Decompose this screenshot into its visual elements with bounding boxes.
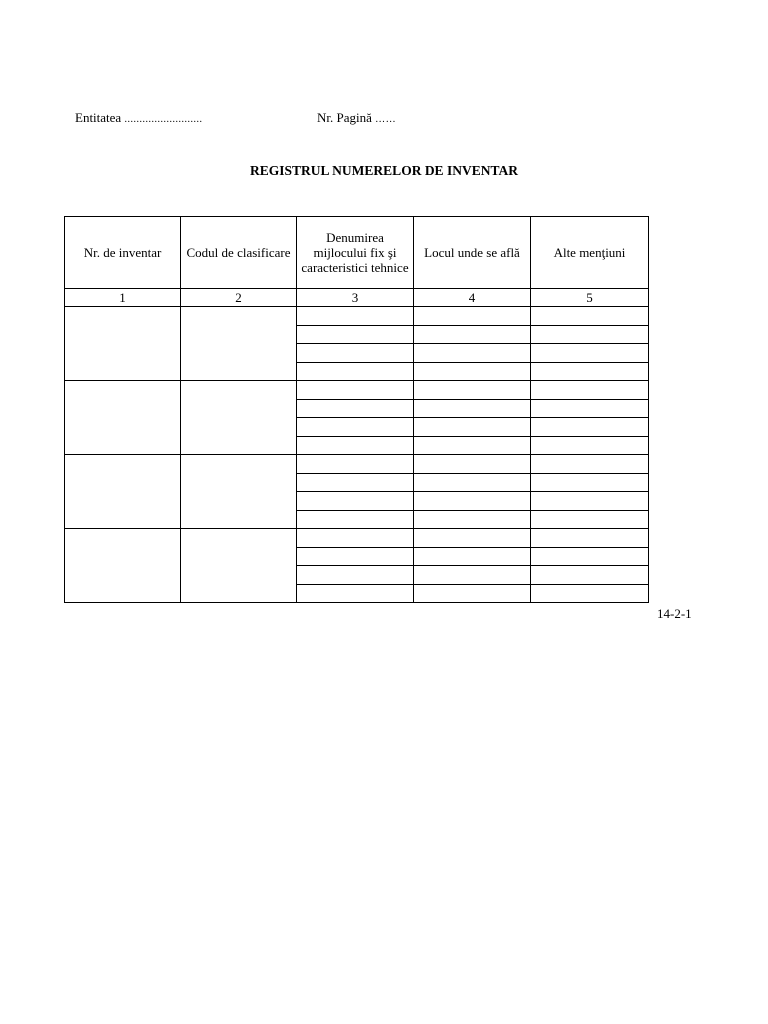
asset-name-cell[interactable] bbox=[297, 381, 414, 400]
inventory-number-cell[interactable] bbox=[65, 381, 181, 455]
classification-code-cell[interactable] bbox=[181, 381, 297, 455]
form-code: 14-2-1 bbox=[657, 606, 692, 621]
inventory-number-cell[interactable] bbox=[65, 455, 181, 529]
location-cell[interactable] bbox=[414, 584, 531, 603]
page-number-blank[interactable]: …… bbox=[375, 114, 397, 125]
location-cell[interactable] bbox=[414, 418, 531, 437]
other-mentions-cell[interactable] bbox=[531, 344, 649, 363]
asset-name-cell[interactable] bbox=[297, 547, 414, 566]
other-mentions-cell[interactable] bbox=[531, 418, 649, 437]
location-cell[interactable] bbox=[414, 566, 531, 585]
page-number-label: Nr. Pagină bbox=[317, 110, 372, 125]
location-cell[interactable] bbox=[414, 510, 531, 529]
location-cell[interactable] bbox=[414, 344, 531, 363]
other-mentions-cell[interactable] bbox=[531, 584, 649, 603]
inventory-number-cell[interactable] bbox=[65, 307, 181, 381]
entity-line bbox=[75, 110, 202, 126]
other-mentions-cell[interactable] bbox=[531, 362, 649, 381]
other-mentions-cell[interactable] bbox=[531, 325, 649, 344]
table-header-row bbox=[65, 217, 649, 289]
other-mentions-cell[interactable] bbox=[531, 381, 649, 400]
location-cell[interactable] bbox=[414, 529, 531, 548]
asset-name-cell[interactable] bbox=[297, 492, 414, 511]
location-cell[interactable] bbox=[414, 492, 531, 511]
other-mentions-cell[interactable] bbox=[531, 455, 649, 474]
asset-name-cell[interactable] bbox=[297, 566, 414, 585]
column-number-3: 3 bbox=[297, 289, 414, 307]
other-mentions-cell[interactable] bbox=[531, 547, 649, 566]
classification-code-cell[interactable] bbox=[181, 455, 297, 529]
asset-name-cell[interactable] bbox=[297, 325, 414, 344]
entity-blank[interactable]: .......................... bbox=[124, 114, 203, 125]
asset-name-cell[interactable] bbox=[297, 529, 414, 548]
location-cell[interactable] bbox=[414, 307, 531, 326]
other-mentions-cell[interactable] bbox=[531, 566, 649, 585]
location-cell[interactable] bbox=[414, 399, 531, 418]
other-mentions-cell[interactable] bbox=[531, 436, 649, 455]
asset-name-cell[interactable] bbox=[297, 344, 414, 363]
other-mentions-cell[interactable] bbox=[531, 307, 649, 326]
table-row bbox=[65, 455, 649, 474]
asset-name-cell[interactable] bbox=[297, 399, 414, 418]
asset-name-cell[interactable] bbox=[297, 510, 414, 529]
column-header-inventory-number: Nr. de inventar bbox=[65, 217, 181, 289]
location-cell[interactable] bbox=[414, 362, 531, 381]
column-header-classification-code: Codul de clasificare bbox=[181, 217, 297, 289]
asset-name-cell[interactable] bbox=[297, 307, 414, 326]
column-header-location: Locul unde se află bbox=[414, 217, 531, 289]
table-row bbox=[65, 529, 649, 548]
inventory-number-cell[interactable] bbox=[65, 529, 181, 603]
asset-name-cell[interactable] bbox=[297, 473, 414, 492]
column-number-5: 5 bbox=[531, 289, 649, 307]
column-number-1: 1 bbox=[65, 289, 181, 307]
classification-code-cell[interactable] bbox=[181, 307, 297, 381]
location-cell[interactable] bbox=[414, 381, 531, 400]
other-mentions-cell[interactable] bbox=[531, 492, 649, 511]
asset-name-cell[interactable] bbox=[297, 418, 414, 437]
location-cell[interactable] bbox=[414, 436, 531, 455]
column-number-2: 2 bbox=[181, 289, 297, 307]
column-header-other-mentions: Alte menţiuni bbox=[531, 217, 649, 289]
column-header-asset-name: Denumirea mijlocului fix şi caracteristici tehnice bbox=[297, 217, 414, 289]
page-number-line bbox=[317, 110, 396, 126]
other-mentions-cell[interactable] bbox=[531, 510, 649, 529]
asset-name-cell[interactable] bbox=[297, 584, 414, 603]
table-row bbox=[65, 307, 649, 326]
other-mentions-cell[interactable] bbox=[531, 399, 649, 418]
classification-code-cell[interactable] bbox=[181, 529, 297, 603]
column-number-4: 4 bbox=[414, 289, 531, 307]
other-mentions-cell[interactable] bbox=[531, 529, 649, 548]
location-cell[interactable] bbox=[414, 325, 531, 344]
asset-name-cell[interactable] bbox=[297, 436, 414, 455]
asset-name-cell[interactable] bbox=[297, 362, 414, 381]
location-cell[interactable] bbox=[414, 455, 531, 474]
column-number-row bbox=[65, 289, 649, 307]
table-row bbox=[65, 381, 649, 400]
asset-name-cell[interactable] bbox=[297, 455, 414, 474]
inventory-register-table bbox=[64, 216, 649, 603]
other-mentions-cell[interactable] bbox=[531, 473, 649, 492]
entity-label: Entitatea bbox=[75, 110, 122, 125]
location-cell[interactable] bbox=[414, 473, 531, 492]
document-title: REGISTRUL NUMERELOR DE INVENTAR bbox=[250, 163, 518, 178]
location-cell[interactable] bbox=[414, 547, 531, 566]
